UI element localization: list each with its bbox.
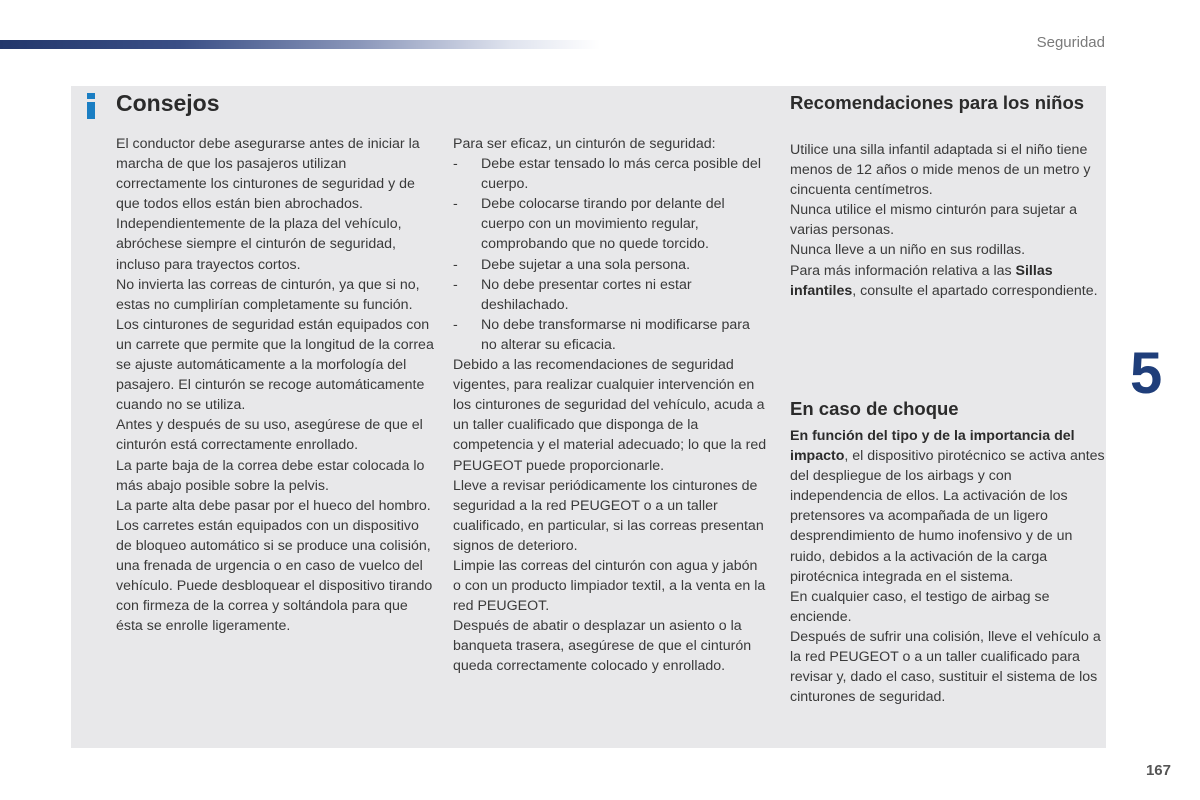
- paragraph: Los carretes están equipados con un dispositivo de bloqueo automático si se produce una colisión, una frenada de urgencia o en caso de vuelco del vehículo. Puede desbloquear el dispositivo tirando con firmeza de la correa y soltándola para que ésta se enrolle ligeramente.: [116, 517, 433, 635]
- ninos-heading: Recomendaciones para los niños: [790, 92, 1085, 113]
- paragraph: Antes y después de su uso, asegúrese de que el cinturón está correctamente enrollado.: [116, 417, 423, 454]
- consejos-column-1: [116, 134, 434, 636]
- paragraph: Después de abatir o desplazar un asiento o la banqueta trasera, asegúrese de que el cinturón queda correctamente colocado y enrollado.: [453, 618, 752, 675]
- ninos-text: [790, 140, 1105, 301]
- paragraph: Limpie las correas del cinturón con agua y jabón o con un producto limpiador textil, a la venta en la red PEUGEOT.: [453, 557, 766, 615]
- section-label: Seguridad: [1036, 34, 1105, 51]
- more-info-prefix: Para más información relativa a las: [790, 262, 1012, 279]
- bullet-item: [453, 315, 768, 355]
- paragraph: La parte alta debe pasar por el hueco del hombro.: [116, 497, 431, 514]
- paragraph: Lleve a revisar periódicamente los cinturones de seguridad a la red PEUGEOT o a un taller cualificado, en particular, si las correas presentan signos de deterioro.: [453, 477, 764, 554]
- header-gradient-bar: [0, 40, 600, 49]
- paragraph: No invierta las correas de cinturón, ya que si no, estas no cumplirían completamente su función.: [116, 276, 420, 313]
- choque-text: [790, 426, 1105, 707]
- bullet-item: [453, 275, 768, 315]
- paragraph: Nunca lleve a un niño en sus rodillas.: [790, 242, 1026, 259]
- paragraph: [790, 261, 1105, 301]
- consejos-column-2: [453, 134, 768, 677]
- bullet-text: Debe sujetar a una sola persona.: [481, 256, 691, 273]
- paragraph: Independientemente de la plaza del vehículo, abróchese siempre el cinturón de seguridad, incluso para trayectos cortos.: [116, 216, 402, 273]
- bullet-dash: -: [453, 196, 458, 213]
- info-icon: [84, 93, 98, 119]
- bullet-text: No debe presentar cortes ni estar deshilachado.: [481, 276, 692, 313]
- paragraph: Utilice una silla infantil adaptada si el niño tiene menos de 12 años o mide menos de un metro y cincuenta centímetros.: [790, 142, 1091, 199]
- consejos-title: Consejos: [116, 90, 220, 116]
- bullet-item: [453, 154, 768, 194]
- impact-rest: , el dispositivo pirotécnico se activa antes del despliegue de los airbags y con independencia de ellos. La activación de los pretensores va acompañada de un ligero desprendimiento de humo inofensivo y de un ruido, debidos a la activación de la carga pirotécnica integrada en el sistema.: [790, 448, 1105, 585]
- sillas-infantiles-reference: Sillas infantiles: [790, 262, 1053, 299]
- bullet-text: Debe colocarse tirando por delante del cuerpo con un movimiento regular, comprobando que no quede torcido.: [481, 196, 725, 253]
- bullet-text: Debe estar tensado lo más cerca posible del cuerpo.: [481, 156, 761, 193]
- impact-bold: En función del tipo y de la importancia del impacto: [790, 428, 1075, 465]
- page-number: 167: [1145, 762, 1171, 779]
- paragraph: Nunca utilice el mismo cinturón para sujetar a varias personas.: [790, 202, 1078, 239]
- paragraph: En cualquier caso, el testigo de airbag se enciende.: [790, 588, 1050, 625]
- paragraph: Después de sufrir una colisión, lleve el vehículo a la red PEUGEOT o a un taller cualificado para revisar y, dado el caso, sustituir el sistema de los cinturones de seguridad.: [790, 628, 1101, 706]
- bullet-item: [453, 194, 768, 254]
- choque-heading: En caso de choque: [790, 398, 959, 419]
- paragraph: El conductor debe asegurarse antes de iniciar la marcha de que los pasajeros utilizan correctamente los cinturones de seguridad y de que todos ellos están bien abrochados.: [116, 136, 420, 213]
- bullet-dash: -: [453, 156, 458, 173]
- more-info-suffix: , consulte el apartado correspondiente.: [852, 282, 1098, 299]
- paragraph: [790, 426, 1105, 587]
- paragraph: Debido a las recomendaciones de seguridad vigentes, para realizar cualquier intervención en los cinturones de seguridad del vehículo, acuda a un taller cualificado que disponga de la competencia y el material adecuado; lo que la red PEUGEOT puede proporcionarle.: [453, 357, 767, 474]
- bullet-intro: Para ser eficaz, un cinturón de seguridad:: [453, 136, 716, 152]
- paragraph: La parte baja de la correa debe estar colocada lo más abajo posible sobre la pelvis.: [116, 457, 425, 494]
- chapter-number: 5: [1130, 341, 1163, 406]
- bullet-item: [453, 255, 768, 275]
- paragraph: Los cinturones de seguridad están equipados con un carrete que permite que la longitud de la correa se ajuste automáticamente a la morfología del pasajero. El cinturón se recoge automáticamente cuando no se utiliza.: [116, 316, 434, 414]
- bullet-text: No debe transformarse ni modificarse para no alterar su eficacia.: [481, 316, 750, 353]
- bullet-dash: -: [453, 256, 458, 273]
- bullet-dash: -: [453, 316, 458, 333]
- bullet-dash: -: [453, 276, 458, 293]
